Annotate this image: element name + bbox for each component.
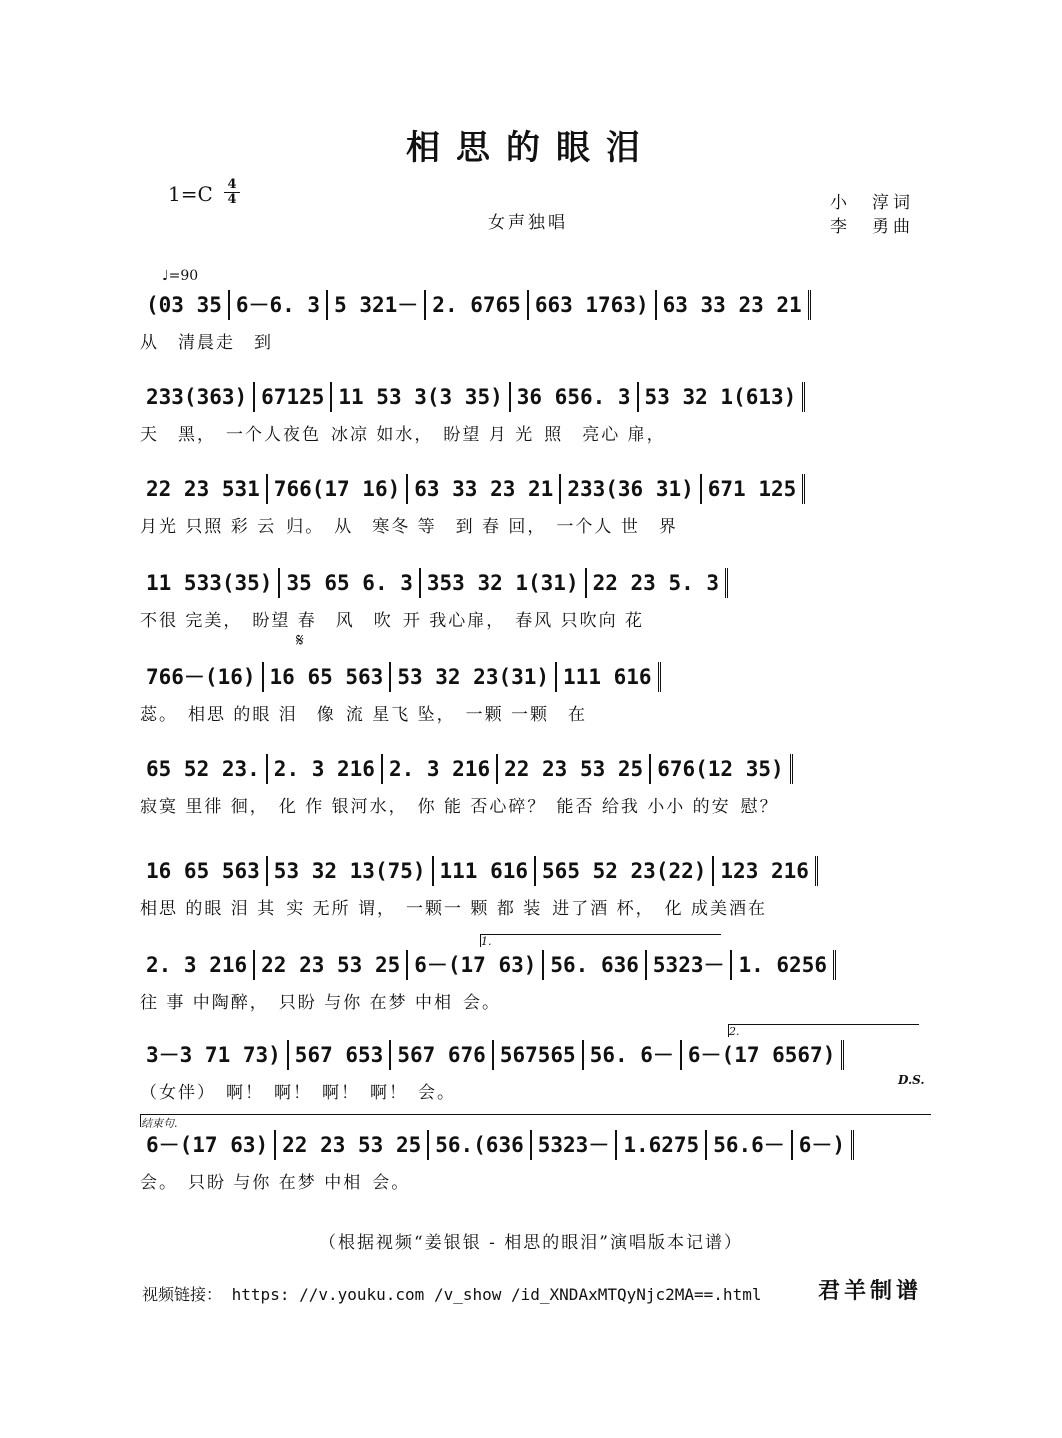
measure: 233(36 31) [561,474,701,504]
time-signature-bottom: 4 [224,192,240,207]
ending-bracket: 1. [480,934,721,947]
lyric-phrase: 归。 [286,517,325,536]
lyric-phrase: 只盼 与你 在梦 中相 [188,1173,363,1192]
video-link-url: https: //v.youku.com /v_show /id_XNDAxMTQyNjc2MA==.html [231,1285,762,1304]
lyric-phrase: 寂寞 里徘 徊， [140,797,269,816]
measure: 6－) [793,1130,854,1160]
key-signature: 1=C [168,182,213,206]
measure: 353 32 1(31) [421,568,587,598]
lyric-phrase: 盼望 月 光 [443,425,535,444]
lyric-phrase: 相思 的眼 泪 其 [140,899,277,918]
lyric-phrase: 会。 [372,1173,411,1192]
lyric-row [140,792,932,816]
lyric-row [140,894,932,918]
lyric-phrase: （女伴） [140,1083,216,1102]
song-title: 相思的眼泪 [406,128,656,168]
lyric-phrase: 啊！ [370,1083,408,1102]
measure: 63 33 23 21 [657,290,811,320]
measure: 22 23 53 25 [276,1130,429,1160]
lyric-phrase: 进了酒 杯， [552,899,655,918]
measure: 53 32 13(75) [268,856,434,886]
measure: 2. 3 216 [383,754,498,784]
lyric-phrase: 化 成美酒在 [664,899,768,918]
lyric-row [140,420,932,444]
measure: 2. 3 216 [140,950,255,980]
lyricist-credit: 小 淳词 [830,193,914,213]
measure: 123 216 [714,856,818,886]
lyric-phrase: 一颗 一颗 在 [465,705,588,724]
lyric-row [140,606,932,630]
lyric-phrase: 流 星飞 坠， [345,705,456,724]
measure: 6－(17 6567) [682,1040,844,1070]
lyric-row [140,700,932,724]
lyric-phrase: 冰凉 如水， [331,425,434,444]
measure: 56. 636 [544,950,647,980]
lyric-phrase: 一个人夜色 [226,425,321,444]
measure: 22 23 531 [140,474,268,504]
measure: 16 65 563 [140,856,268,886]
lyric-row [140,1078,932,1102]
measure: 11 53 3(3 35) [332,382,510,412]
composer-credit: 李 勇曲 [830,217,914,237]
ending-bracket: 结束句. [140,1114,931,1127]
lyric-phrase: 春风 只吹向 花 [515,611,645,630]
lyric-phrase: 天 黑， [140,425,216,444]
measure: 67125 [255,382,332,412]
video-link [142,1282,761,1305]
lyric-phrase: 相思 的眼 泪 像 [188,705,336,724]
lyric-phrase: 慰？ [740,797,779,816]
measure: 671 125 [702,474,806,504]
measure: 22 23 53 25 [498,754,651,784]
lyric-phrase: 月光 只照 彩 云 [140,517,277,536]
measure: 22 23 53 25 [255,950,408,980]
lyric-phrase: 会。 [140,1173,178,1192]
measure: 5 321－ [328,290,426,320]
measure: 663 1763) [529,290,657,320]
notation-row [140,1130,932,1166]
lyric-phrase: 只盼 与你 在梦 中相 [278,993,454,1012]
performance-type: 女声独唱 [488,213,568,233]
measure: 6－(17 63) [408,950,544,980]
measure: 567 653 [289,1040,392,1070]
measure: 111 616 [557,662,661,692]
dal-segno-mark: D.S. [898,1073,925,1087]
time-signature [224,178,240,207]
lyric-phrase: 盼望 春 风 吹 [252,611,393,630]
lyric-phrase: 一颗一 颗 都 装 [406,899,543,918]
measure: 16 65 563 [264,662,392,692]
measure: 766－(16) [140,662,264,692]
lyric-phrase: 啊！ [226,1083,264,1102]
lyric-phrase: 不很 完美， [140,611,243,630]
lyric-row [140,1168,932,1192]
measure: 56. 6－ [584,1040,682,1070]
time-signature-top: 4 [227,177,237,192]
measure: 5323－ [532,1130,618,1160]
measure: (03 35 [140,290,230,320]
notation-row [140,754,932,790]
measure: 2. 6765 [426,290,529,320]
measure: 53 32 1(613) [639,382,806,412]
notation-row [140,290,932,326]
measure: 22 23 5. 3 [587,568,728,598]
measure: 766(17 16) [268,474,408,504]
measure: 56.(636 [429,1130,532,1160]
lyric-phrase: 照 亮心 扉， [544,425,666,444]
measure: 567565 [494,1040,584,1070]
measure: 2. 3 216 [268,754,383,784]
lyric-row [140,328,932,352]
lyric-row [140,988,932,1012]
lyric-phrase: 蕊。 [140,705,178,724]
lyric-row [140,512,932,536]
measure: 5323－ [647,950,733,980]
measure: 35 65 6. 3 [280,568,420,598]
measure: 1.6275 [617,1130,707,1160]
transcriber-stamp: 君羊制谱 [818,1278,923,1304]
lyric-phrase: 从 寒冬 等 到 春 回， [334,517,547,536]
notation-row [140,856,932,892]
measure: 36 656. 3 [511,382,639,412]
measure: 65 52 23. [140,754,268,784]
measure: 111 616 [434,856,537,886]
lyric-phrase: 啊！ [322,1083,360,1102]
notation-row [140,950,932,986]
lyric-phrase: 化 作 银河水， [278,797,408,816]
lyric-phrase: 能否 给我 小小 的安 [556,797,731,816]
notation-row [140,474,932,510]
video-link-label: 视频链接： [142,1285,223,1304]
lyric-phrase: 开 我心扉， [402,611,506,630]
lyric-phrase: 从 清晨走 到 [140,333,273,352]
notation-row [140,568,932,604]
notation-row [140,382,932,418]
tempo-marking: ♩=90 [162,268,199,284]
lyric-phrase: 会。 [418,1083,456,1102]
ending-bracket: 2. [728,1024,919,1037]
lyric-phrase: 实 无所 谓， [286,899,397,918]
segno-sign: 𝄋 [296,630,304,651]
notation-row [140,1040,932,1076]
lyric-phrase: 一个人 世 界 [556,517,678,536]
lyric-phrase: 啊！ [274,1083,312,1102]
lyric-phrase: 会。 [463,993,502,1012]
measure: 676(12 35) [651,754,792,784]
measure: 567 676 [391,1040,494,1070]
measure: 56.6－ [707,1130,793,1160]
measure: 233(363) [140,382,255,412]
measure: 63 33 23 21 [408,474,561,504]
measure: 1. 6256 [732,950,836,980]
notation-row [140,662,932,698]
measure: 53 32 23(31) [391,662,557,692]
measure: 3－3 71 73) [140,1040,289,1070]
lyric-phrase: 往 事 中陶醉， [140,993,269,1012]
measure: 6－(17 63) [140,1130,276,1160]
measure: 6－6. 3 [230,290,328,320]
measure: 11 533(35) [140,568,280,598]
lyric-phrase: 你 能 否心碎？ [417,797,547,816]
transcription-note: （根据视频“姜银银 - 相思的眼泪”演唱版本记谱） [319,1233,743,1253]
measure: 565 52 23(22) [536,856,714,886]
